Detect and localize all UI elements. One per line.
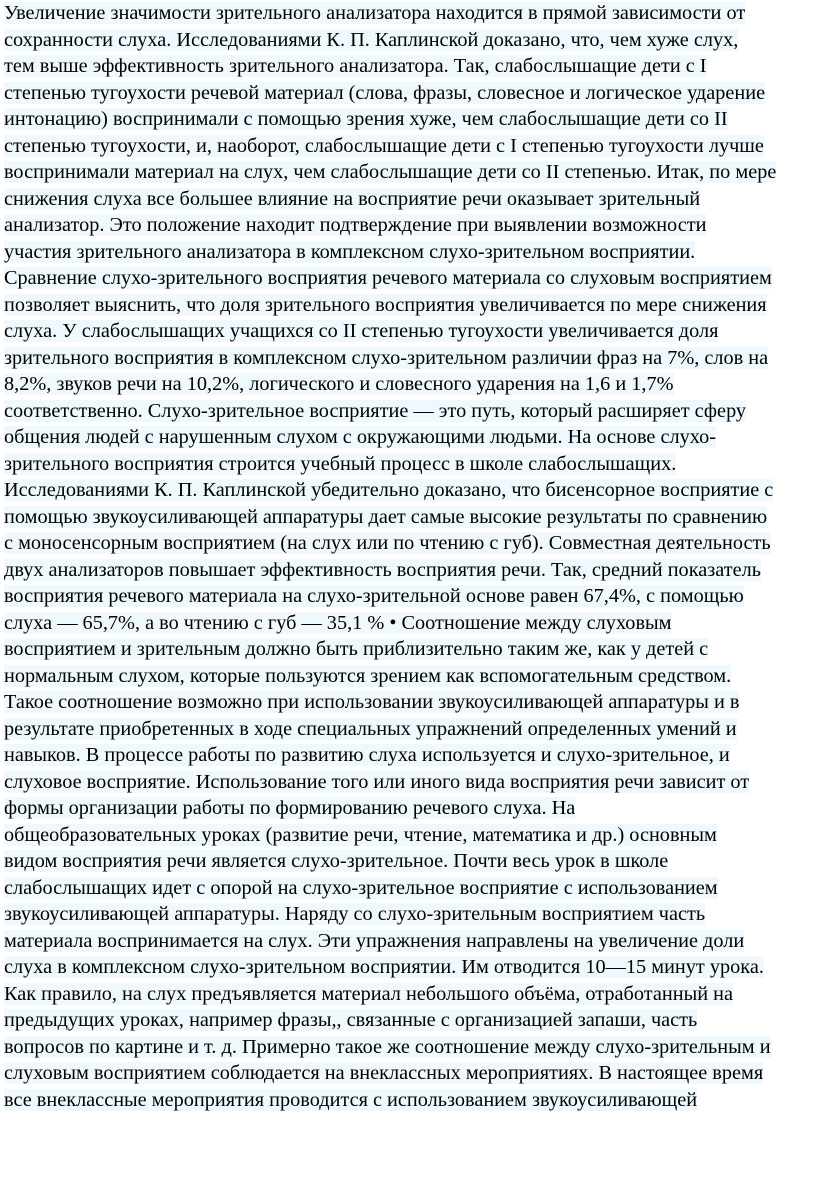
text-line [4, 106, 816, 133]
text-line-content: видом восприятия речи является слухо-зрительное. Почти весь урок в школе [4, 850, 669, 872]
text-line-content: интонацию) воспринимали с помощью зрения хуже, чем слабослышащие дети со II [4, 108, 728, 130]
text-line-content: Как правило, на слух предъявляется материал небольшого объёма, отработанный на [4, 982, 733, 1005]
text-line-content: слабослышащих идет с опорой на слухо-зрительное восприятие с использованием [4, 876, 718, 899]
text-line [4, 530, 816, 557]
document-body [4, 0, 816, 1113]
text-line [4, 0, 816, 27]
text-line [4, 80, 816, 107]
text-line [4, 1087, 816, 1114]
text-line [4, 239, 816, 266]
text-line [4, 636, 816, 663]
text-line-content: соответственно. Слухо-зрительное восприятие — это путь, который расширяет сферу [4, 399, 747, 422]
text-line [4, 769, 816, 796]
text-line-content: Сравнение слухо-зрительного восприятия речевого материала со слуховым восприятием [4, 267, 772, 289]
text-line-content: сохранности слуха. Исследованиями К. П. Каплинской доказано, что, чем хуже слух, [4, 28, 739, 51]
text-line [4, 53, 816, 80]
text-line [4, 928, 816, 955]
text-line-content: Такое соотношение возможно при использовании звукоусиливающей аппаратуры и в [4, 691, 740, 713]
text-line [4, 504, 816, 531]
text-line-content: слуховым восприятием соблюдается на внеклассных мероприятиях. В настоящее время [4, 1062, 764, 1084]
text-line-content: двух анализаторов повышает эффективность восприятия речи. Так, средний показатель [4, 558, 761, 581]
text-line [4, 716, 816, 743]
text-line-content: результате приобретенных в ходе специальных упражнений определенных умений и [4, 717, 737, 740]
text-line-content: общения людей с нарушенным слухом с окружающими людьми. На основе слухо- [4, 426, 717, 448]
text-line-content: зрительного восприятия в комплексном слухо-зрительном различии фраз на 7%, слов на [4, 346, 769, 369]
text-line-content: снижения слуха все большее влияние на восприятие речи оказывает зрительный [4, 187, 701, 210]
text-line-content: все внеклассные мероприятия проводится с использованием звукоусиливающей [4, 1088, 698, 1111]
text-line-content: навыков. В процессе работы по развитию слуха используется и слухо-зрительное, и [4, 744, 730, 766]
text-line [4, 954, 816, 981]
text-line [4, 27, 816, 54]
text-line-content: общеобразовательных уроках (развитие речи, чтение, математика и др.) основным [4, 823, 717, 846]
text-line [4, 451, 816, 478]
text-line-content: воспринимали материал на слух, чем слабослышащие дети со II степенью. Итак, по мере [4, 161, 777, 183]
text-line [4, 212, 816, 239]
text-line [4, 610, 816, 637]
text-line [4, 848, 816, 875]
text-line [4, 1007, 816, 1034]
text-line [4, 742, 816, 769]
text-line [4, 477, 816, 504]
text-line-content: степенью тугоухости речевой материал (слова, фразы, словесное и логическое ударение [4, 81, 766, 104]
text-line [4, 557, 816, 584]
text-line [4, 822, 816, 849]
text-line-content: предыдущих уроках, например фразы,, связанные с организацией запаши, часть [4, 1009, 698, 1031]
text-line-content: нормальным слухом, которые пользуются зрением как вспомогательным средством. [4, 664, 732, 687]
text-line [4, 371, 816, 398]
text-line-content: степенью тугоухости, и, наоборот, слабослышащие дети с I степенью тугоухости лучше [4, 134, 764, 157]
text-line [4, 1060, 816, 1087]
text-line-content: слуха — 65,7%, а во чтению с губ — 35,1 % • Соотношение между слуховым [4, 611, 672, 634]
text-line [4, 875, 816, 902]
text-line [4, 1034, 816, 1061]
text-line [4, 981, 816, 1008]
text-line-content: с моносенсорным восприятием (на слух или по чтению с губ). Совместная деятельность [4, 532, 771, 554]
text-line-content: восприятием и зрительным должно быть приблизительно таким же, как у детей с [4, 638, 709, 660]
text-line-content: зрительного восприятия строится учебный процесс в школе слабослышащих. [4, 452, 677, 475]
text-line-content: тем выше эффективность зрительного анализатора. Так, слабослышащие дети с I [4, 55, 707, 77]
text-line [4, 159, 816, 186]
text-line [4, 424, 816, 451]
text-line-content: восприятия речевого материала на слухо-зрительной основе равен 67,4%, с помощью [4, 585, 744, 607]
text-line-content: 8,2%, звуков речи на 10,2%, логического и словесного ударения на 1,6 и 1,7% [4, 373, 674, 395]
text-line-content: слуха. У слабослышащих учащихся со II степенью тугоухости увеличивается доля [4, 320, 719, 342]
text-line-content: Исследованиями К. П. Каплинской убедительно доказано, что бисенсорное восприятие с [4, 479, 774, 501]
text-line-content: материала воспринимается на слух. Эти упражнения направлены на увеличение доли [4, 929, 745, 952]
text-line-content: вопросов по картине и т. д. Примерно такое же соотношение между слухо-зрительным и [4, 1035, 771, 1058]
text-line [4, 583, 816, 610]
text-line [4, 133, 816, 160]
text-line [4, 795, 816, 822]
text-line-content: участия зрительного анализатора в комплексном слухо-зрительном восприятии. [4, 240, 696, 263]
text-line [4, 318, 816, 345]
text-line [4, 901, 816, 928]
text-line [4, 398, 816, 425]
text-line [4, 265, 816, 292]
text-line-content: слуховое восприятие. Использование того или иного вида восприятия речи зависит от [4, 770, 750, 793]
text-line-content: помощью звукоусиливающей аппаратуры дает самые высокие результаты по сравнению [4, 505, 768, 528]
text-line [4, 689, 816, 716]
text-line-content: анализатор. Это положение находит подтверждение при выявлении возможности [4, 214, 707, 236]
text-line [4, 292, 816, 319]
text-line-content: Увеличение значимости зрительного анализатора находится в прямой зависимости от [4, 2, 746, 24]
text-line-content: звукоусиливающей аппаратуры. Наряду со слухо-зрительным восприятием часть [4, 903, 706, 925]
text-line [4, 186, 816, 213]
text-line [4, 663, 816, 690]
text-line-content: формы организации работы по формированию речевого слуха. На [4, 797, 576, 819]
text-line-content: слуха в комплексном слухо-зрительном восприятии. Им отводится 10—15 минут урока. [4, 956, 764, 978]
text-line [4, 345, 816, 372]
text-line-content: позволяет выяснить, что доля зрительного восприятия увеличивается по мере снижения [4, 293, 767, 316]
